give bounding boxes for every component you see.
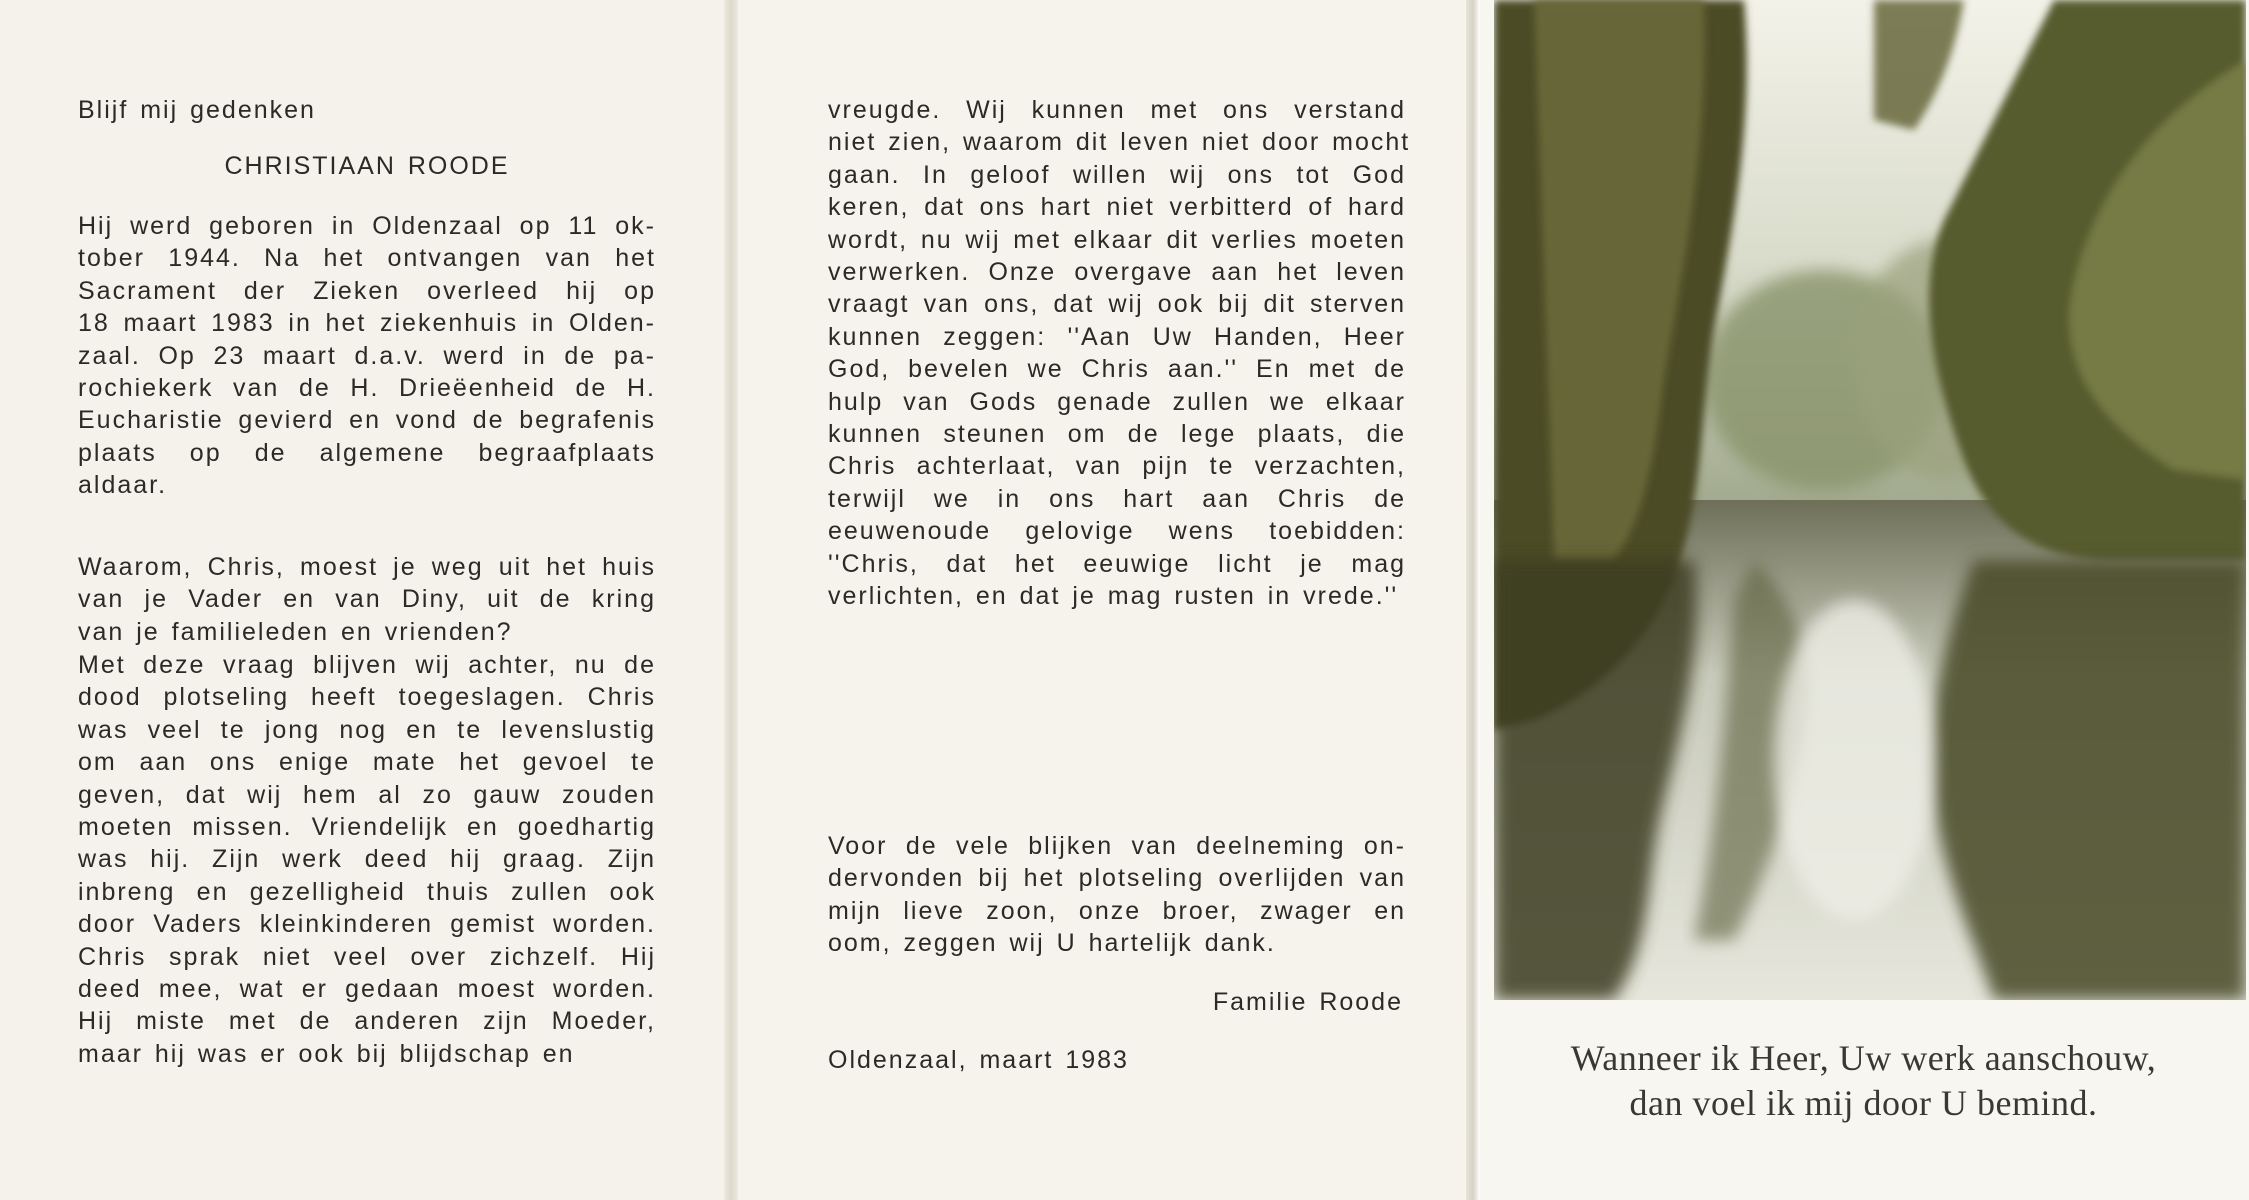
text-line: moeten missen. Vriendelijk en goedhartig xyxy=(78,813,656,842)
text-line: vraagt van ons, dat wij ook bij dit sterven xyxy=(828,290,1406,319)
text-line: gaan. In geloof willen wij ons tot God xyxy=(828,160,1406,189)
text-line: keren, dat ons hart niet verbitterd of hard xyxy=(828,193,1406,222)
question-paragraph xyxy=(78,551,656,648)
text-line: maar hij was er ook bij blijdschap en xyxy=(78,1039,575,1068)
text-line: Hij miste met de anderen zijn Moeder, xyxy=(78,1007,656,1036)
text-line: deed mee, wat er gedaan moest worden. xyxy=(78,975,656,1004)
text-line: niet zien, waarom dit leven niet door mocht xyxy=(828,128,1411,157)
text-line: 18 maart 1983 in het ziekenhuis in Olden- xyxy=(78,309,656,338)
text-line: was veel te jong nog en te levenslustig xyxy=(78,715,656,744)
text-line: Waarom, Chris, moest je weg uit het huis xyxy=(78,553,656,581)
text-line: door Vaders kleinkinderen gemist worden. xyxy=(78,910,656,939)
text-line: terwijl we in ons hart aan Chris de xyxy=(828,484,1406,513)
text-line: van je familieleden en vrienden? xyxy=(78,617,513,646)
text-line: kunnen steunen om de lege plaats, die xyxy=(828,420,1406,449)
text-line: was hij. Zijn werk deed hij graag. Zijn xyxy=(78,845,656,874)
text-line: Voor de vele blijken van deelneming on- xyxy=(828,832,1406,860)
text-line: Chris achterlaat, van pijn te verzachten, xyxy=(828,452,1406,481)
text-line: aldaar. xyxy=(78,471,168,500)
faith-paragraph xyxy=(828,94,1411,613)
text-line: God, bevelen we Chris aan.'' En met de xyxy=(828,355,1406,384)
text-line: wordt, nu wij met elkaar dit verlies moeten xyxy=(828,225,1406,254)
text-line: ''Chris, dat het eeuwige licht je mag xyxy=(828,549,1406,578)
text-line: van je Vader en van Diny, uit de kring xyxy=(78,585,656,614)
text-line: rochiekerk van de H. Drieëenheid de H. xyxy=(78,374,656,403)
verse-line-1: Wanneer ik Heer, Uw werk aanschouw, xyxy=(1570,1038,2157,1078)
text-line: mijn lieve zoon, onze broer, zwager en xyxy=(828,896,1406,925)
place-and-date: Oldenzaal, maart 1983 xyxy=(828,1046,1129,1074)
card-heading: Blijf mij gedenken xyxy=(78,96,316,124)
text-line: Eucharistie gevierd en vond de begrafenis xyxy=(78,406,656,435)
text-line: Chris sprak niet veel over zichzelf. Hij xyxy=(78,942,656,971)
text-line: plaats op de algemene begraafplaats xyxy=(78,438,656,467)
willow-pond-photo xyxy=(1494,0,2246,1000)
text-line: dood plotseling heeft toegeslagen. Chris xyxy=(78,683,656,712)
verse-caption xyxy=(1478,1036,2249,1126)
family-signature: Familie Roode xyxy=(1212,988,1403,1016)
text-line: kunnen zeggen: ''Aan Uw Handen, Heer xyxy=(828,322,1406,351)
text-line: oom, zeggen wij U hartelijk dank. xyxy=(828,929,1276,958)
text-line: hulp van Gods genade zullen we elkaar xyxy=(828,387,1406,416)
text-line: verwerken. Onze overgave aan het leven xyxy=(828,258,1406,287)
text-line: tober 1944. Na het ontvangen van het xyxy=(78,244,656,273)
verse-line-2: dan voel ik mij door U bemind. xyxy=(1629,1083,2098,1123)
text-line: vreugde. Wij kunnen met ons verstand xyxy=(828,96,1406,124)
fold-crease xyxy=(1466,0,1480,1200)
text-line: Met deze vraag blijven wij achter, nu de xyxy=(78,651,656,679)
text-line: Sacrament der Zieken overleed hij op xyxy=(78,276,656,305)
text-line: om aan ons enige mate het gevoel te xyxy=(78,748,656,777)
text-line: zaal. Op 23 maart d.a.v. werd in de pa- xyxy=(78,341,656,370)
text-line: Hij werd geboren in Oldenzaal op 11 ok- xyxy=(78,212,656,240)
remembrance-paragraph xyxy=(78,649,656,1070)
text-line: dervonden bij het plotseling overlijden van xyxy=(828,864,1406,893)
deceased-name: CHRISTIAAN ROODE xyxy=(224,152,510,180)
fold-crease xyxy=(724,0,738,1200)
text-line: eeuwenoude gelovige wens toebidden: xyxy=(828,517,1406,546)
text-line: verlichten, en dat je mag rusten in vrede.'' xyxy=(828,582,1399,611)
thanks-paragraph xyxy=(828,830,1406,960)
text-line: inbreng en gezelligheid thuis zullen ook xyxy=(78,877,656,906)
biography-paragraph xyxy=(78,210,656,502)
text-line: geven, dat wij hem al zo gauw zouden xyxy=(78,780,656,809)
